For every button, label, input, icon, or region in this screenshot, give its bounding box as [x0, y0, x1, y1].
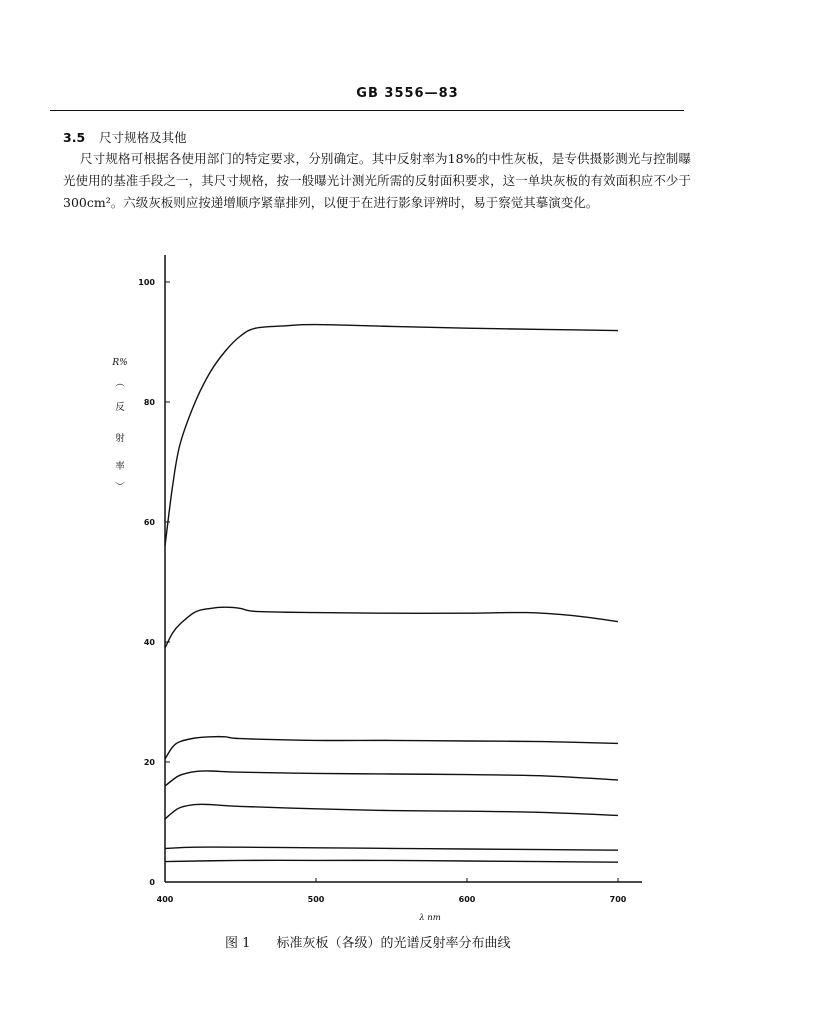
y-tick-label: 20	[143, 758, 155, 767]
figure-title: 标准灰板（各级）的光谱反射率分布曲线	[276, 936, 511, 951]
x-tick-label: 700	[609, 895, 627, 904]
reflectance-curve	[165, 860, 618, 862]
y-axis-label-part: 射	[115, 433, 125, 444]
reflectance-curve	[165, 804, 618, 819]
y-axis-label-part: 反	[115, 402, 125, 413]
x-axis-label: λ nm	[419, 913, 441, 923]
section-paragraph: 尺寸规格可根据各使用部门的特定要求，分别确定。其中反射率为18%的中性灰板，是专供摄影测光与控制曝光使用的基准手段之一，其尺寸规格，按一般曝光计测光所需的反射面积要求，这一单块灰板的有效面积应不少于300cm²。六级灰板则应按递增顺序紧靠排列，以便于在进行影象评辨时，易于察觉其摹演变化。	[63, 151, 691, 210]
reflectance-curve	[165, 847, 618, 850]
x-tick-label: 600	[458, 895, 476, 904]
standard-number-header: GB 3556—83	[356, 86, 459, 101]
y-axis-label-part: ︶	[115, 482, 125, 493]
figure-number: 图 1	[225, 936, 251, 951]
reflectance-curve	[165, 737, 618, 759]
y-tick-label: 100	[138, 278, 155, 287]
y-tick-label: 80	[143, 398, 155, 407]
x-tick-label: 500	[307, 895, 325, 904]
y-tick-label: 0	[149, 878, 155, 887]
x-tick-label: 400	[156, 895, 174, 904]
reflectance-curve	[165, 607, 618, 648]
section-title: 尺寸规格及其他	[99, 130, 187, 145]
y-tick-label: 60	[143, 518, 155, 527]
reflectance-curve	[165, 771, 618, 786]
reflectance-curve	[165, 325, 618, 546]
y-axis-label-part: 率	[115, 461, 125, 472]
y-axis-label-part: ︵	[115, 378, 125, 389]
y-tick-label: 40	[143, 638, 155, 647]
section-number: 3.5	[63, 130, 86, 145]
y-axis-label-part: R%	[112, 358, 128, 368]
figure-caption	[225, 932, 511, 951]
